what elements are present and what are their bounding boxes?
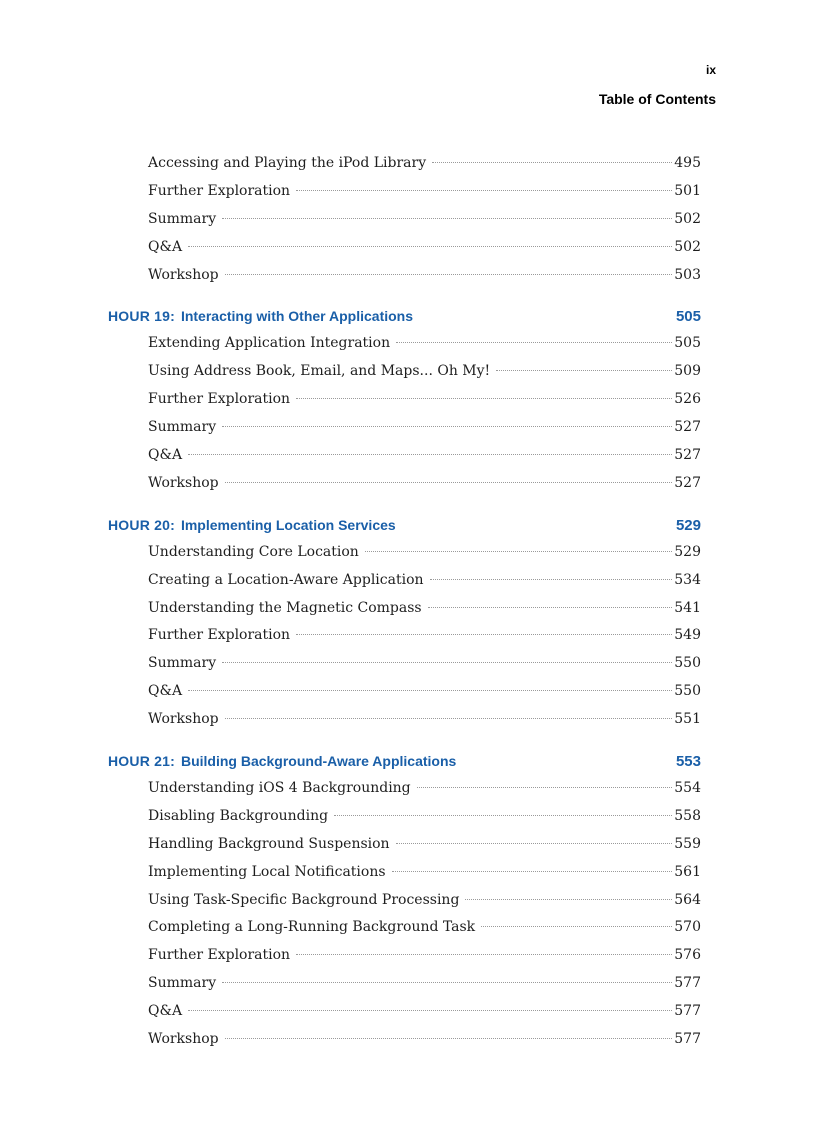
dot-leader <box>365 551 672 552</box>
toc-entry[interactable] <box>108 859 701 887</box>
toc-entry-page: 503 <box>674 266 701 283</box>
hour-title: Building Background-Aware Applications <box>180 753 457 770</box>
hour-sections <box>108 302 701 1053</box>
toc-entry-title: Summary <box>148 655 217 672</box>
dot-leader <box>432 162 672 163</box>
toc-entry-title: Creating a Location-Aware Application <box>148 571 424 588</box>
toc-entry-page: 509 <box>674 363 701 380</box>
toc-entry-title: Understanding the Magnetic Compass <box>148 599 422 616</box>
toc-entry-page: 527 <box>674 447 701 464</box>
toc-entry-title: Completing a Long-Running Background Task <box>148 919 476 936</box>
toc-entry-title: Q&A <box>148 447 183 464</box>
toc-entry-page: 559 <box>674 835 701 852</box>
toc-entry[interactable] <box>108 998 701 1026</box>
dot-leader <box>225 718 673 719</box>
toc-entry-page: 577 <box>674 1003 701 1020</box>
dot-leader <box>225 1038 673 1039</box>
dot-leader <box>222 426 672 427</box>
dot-leader <box>188 690 672 691</box>
dot-leader <box>296 954 672 955</box>
toc-entry-page: 561 <box>674 863 701 880</box>
dot-leader <box>222 982 672 983</box>
dot-leader <box>225 274 673 275</box>
toc-entry[interactable] <box>108 539 701 567</box>
toc-entry[interactable] <box>108 622 701 650</box>
hour-section <box>108 511 701 734</box>
toc-entry-page: 549 <box>674 627 701 644</box>
toc-entry-title: Using Address Book, Email, and Maps... Oh My! <box>148 363 491 380</box>
toc-entry-title: Workshop <box>148 711 219 728</box>
toc-entry-title: Q&A <box>148 683 183 700</box>
dot-leader <box>481 926 672 927</box>
dot-leader <box>296 398 672 399</box>
toc-entry-title: Using Task-Specific Background Processing <box>148 891 460 908</box>
toc-entry-title: Q&A <box>148 1003 183 1020</box>
toc-entry[interactable] <box>108 650 701 678</box>
toc-entry-title: Further Exploration <box>148 947 291 964</box>
hour-page: 529 <box>675 516 701 534</box>
toc-entry-page: 576 <box>674 947 701 964</box>
toc-entry[interactable] <box>108 442 701 470</box>
toc-entry[interactable] <box>108 262 701 290</box>
toc-entry[interactable] <box>108 678 701 706</box>
toc-entry[interactable] <box>108 358 701 386</box>
page-number: ix <box>705 63 716 77</box>
toc-entry[interactable] <box>108 330 701 358</box>
toc-entry-title: Handling Background Suspension <box>148 835 390 852</box>
toc-entry[interactable] <box>108 150 701 178</box>
hour-label: HOUR 19: <box>108 308 175 325</box>
toc-entry[interactable] <box>108 914 701 942</box>
dot-leader <box>188 246 672 247</box>
toc-entry-title: Further Exploration <box>148 627 291 644</box>
toc-entry[interactable] <box>108 942 701 970</box>
toc-entry-page: 501 <box>674 182 701 199</box>
toc-entry-page: 534 <box>674 571 701 588</box>
toc-entry-page: 558 <box>674 807 701 824</box>
toc-entry[interactable] <box>108 1026 701 1054</box>
hour-section <box>108 302 701 497</box>
toc-entry-page: 551 <box>674 711 701 728</box>
dot-leader <box>188 454 672 455</box>
running-head: Table of Contents <box>598 91 716 107</box>
toc-entry-title: Workshop <box>148 1031 219 1048</box>
dot-leader <box>496 370 672 371</box>
toc-entry-title: Further Exploration <box>148 182 291 199</box>
toc-entry-page: 502 <box>674 210 701 227</box>
toc-entry-title: Extending Application Integration <box>148 335 391 352</box>
toc-entry-title: Accessing and Playing the iPod Library <box>148 155 427 171</box>
toc-entry-title: Disabling Backgrounding <box>148 807 329 824</box>
toc-entry[interactable] <box>108 567 701 595</box>
toc-entry-title: Implementing Local Notifications <box>148 863 386 880</box>
toc-entry[interactable] <box>108 775 701 803</box>
toc-entry-page: 577 <box>674 975 701 992</box>
toc-entry-title: Summary <box>148 975 217 992</box>
toc-entry-page: 554 <box>674 780 701 797</box>
toc-entry[interactable] <box>108 831 701 859</box>
toc-entry[interactable] <box>108 706 701 734</box>
toc-entry-title: Summary <box>148 210 217 227</box>
dot-leader <box>396 342 672 343</box>
toc-entry-title: Workshop <box>148 474 219 491</box>
toc-entry-title: Further Exploration <box>148 391 291 408</box>
toc-entry[interactable] <box>108 414 701 442</box>
hour-heading[interactable] <box>108 302 701 330</box>
dot-leader <box>225 482 673 483</box>
toc-entry-page: 505 <box>674 335 701 352</box>
toc-entry-page: 564 <box>674 891 701 908</box>
hour-label: HOUR 20: <box>108 516 175 533</box>
toc-entry-title: Q&A <box>148 238 183 255</box>
dot-leader <box>188 1010 672 1011</box>
toc-entry-page: 529 <box>674 543 701 560</box>
dot-leader <box>392 871 673 872</box>
toc-entry-page: 495 <box>674 155 701 171</box>
hour-heading[interactable] <box>108 511 701 539</box>
dot-leader <box>222 218 672 219</box>
hour-title: Implementing Location Services <box>180 516 396 533</box>
table-of-contents <box>108 150 701 1054</box>
toc-entry-page: 550 <box>674 655 701 672</box>
toc-entry-page: 526 <box>674 391 701 408</box>
dot-leader <box>428 607 673 608</box>
hour-heading[interactable] <box>108 747 701 775</box>
toc-entry-page: 502 <box>674 238 701 255</box>
dot-leader <box>222 662 672 663</box>
dot-leader <box>430 579 673 580</box>
toc-entry-page: 527 <box>674 474 701 491</box>
hour-label: HOUR 21: <box>108 753 175 770</box>
toc-entry[interactable] <box>108 206 701 234</box>
toc-entry-page: 541 <box>674 599 701 616</box>
toc-entry-title: Workshop <box>148 266 219 283</box>
hour-page: 505 <box>675 308 701 326</box>
toc-entry-title: Summary <box>148 419 217 436</box>
hour-section <box>108 747 701 1054</box>
carryover-entries <box>108 150 701 289</box>
dot-leader <box>334 815 672 816</box>
toc-entry-page: 570 <box>674 919 701 936</box>
toc-entry-title: Understanding iOS 4 Backgrounding <box>148 780 411 797</box>
toc-entry[interactable] <box>108 803 701 831</box>
toc-entry[interactable] <box>108 178 701 206</box>
toc-entry-page: 577 <box>674 1031 701 1048</box>
toc-entry[interactable] <box>108 234 701 262</box>
toc-entry[interactable] <box>108 887 701 915</box>
dot-leader <box>417 787 673 788</box>
dot-leader <box>396 843 673 844</box>
toc-entry-title: Understanding Core Location <box>148 543 359 560</box>
hour-page: 553 <box>675 753 701 771</box>
dot-leader <box>465 899 672 900</box>
dot-leader <box>296 190 672 191</box>
toc-entry-page: 550 <box>674 683 701 700</box>
toc-entry[interactable] <box>108 470 701 498</box>
hour-title: Interacting with Other Applications <box>180 308 414 325</box>
toc-entry-page: 527 <box>674 419 701 436</box>
toc-entry[interactable] <box>108 386 701 414</box>
dot-leader <box>296 634 672 635</box>
toc-entry[interactable] <box>108 970 701 998</box>
toc-entry[interactable] <box>108 595 701 623</box>
